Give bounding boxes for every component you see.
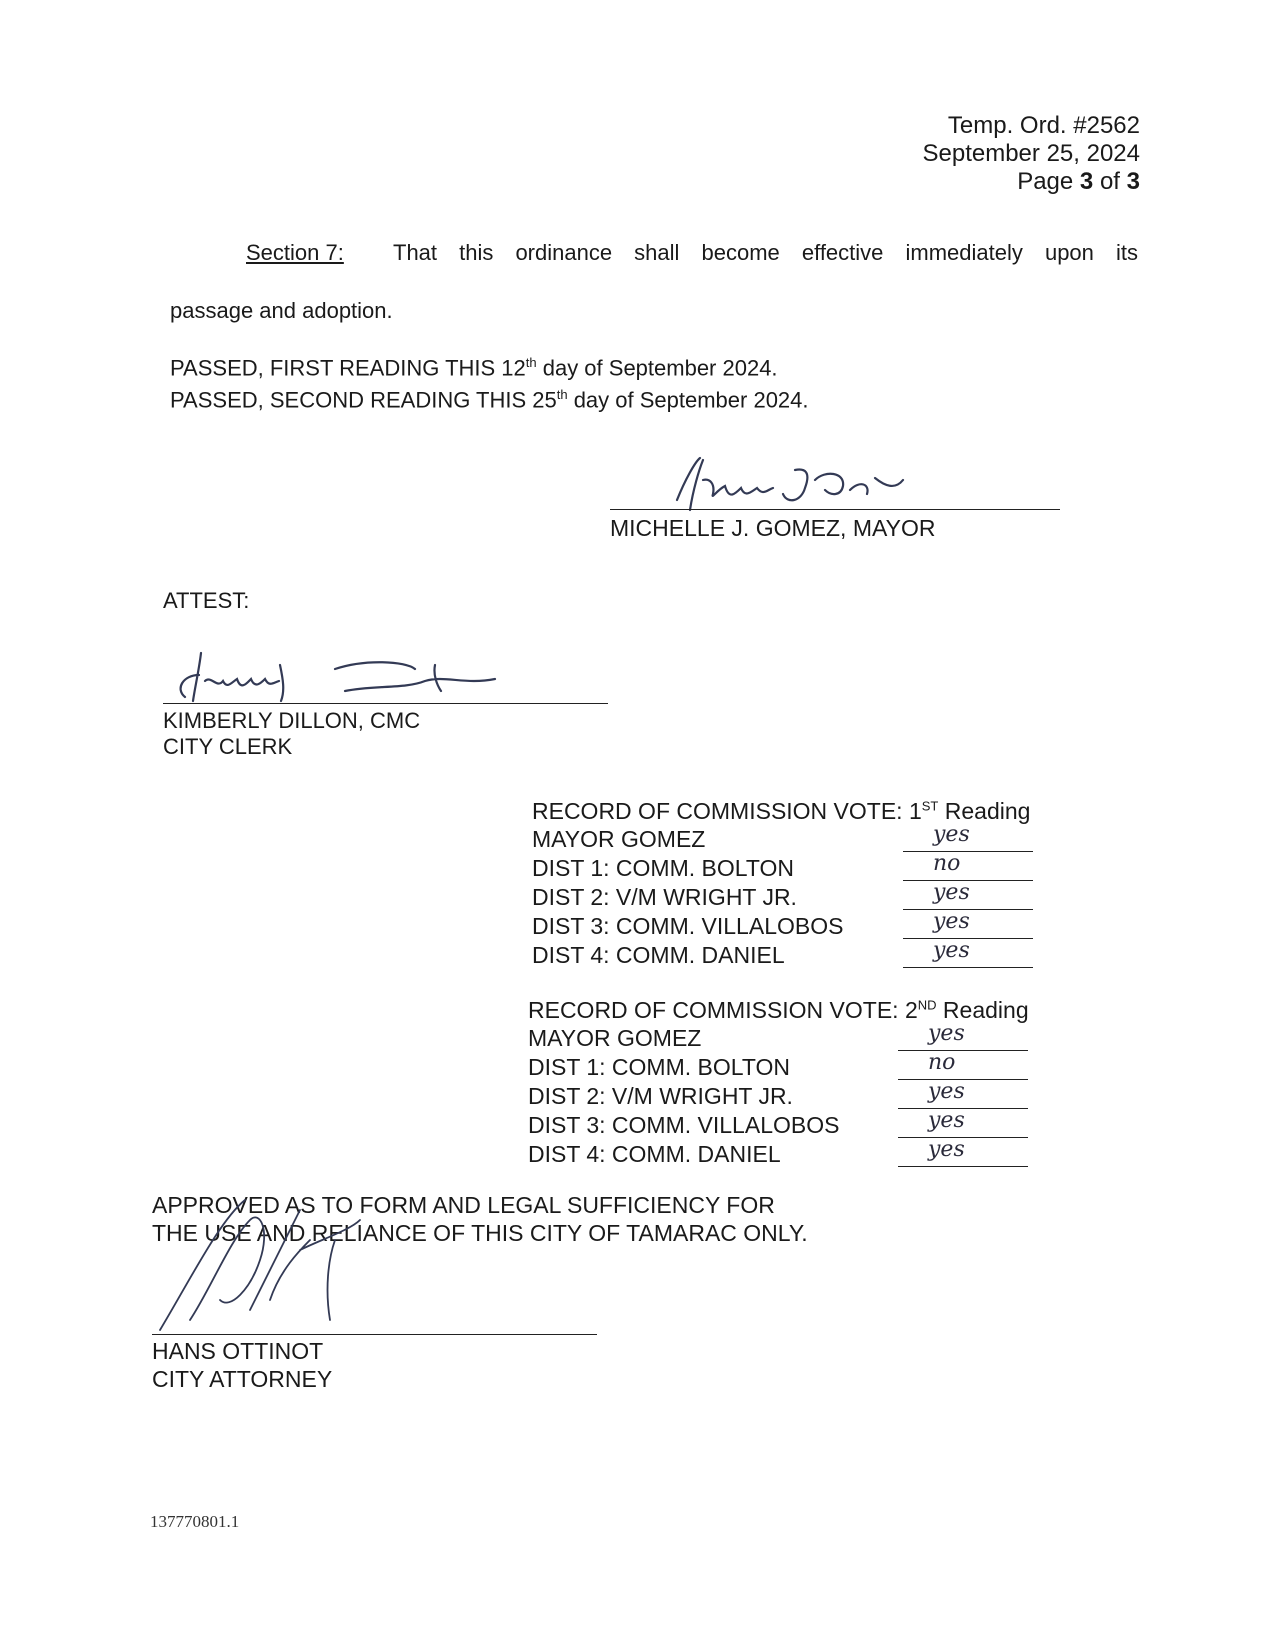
vote-mark: yes [933,938,970,963]
page-indicator [1017,168,1140,196]
vote-member-name: DIST 4: COMM. DANIEL [528,1141,781,1167]
vote-member-name: DIST 4: COMM. DANIEL [532,942,785,968]
vote-member-name: DIST 2: V/M WRIGHT JR. [532,884,797,910]
mayor-name-title: MICHELLE J. GOMEZ, MAYOR [610,515,936,541]
section-text-line1: That this ordinance shall become effective immediately upon its [393,240,1138,265]
vote-mark: yes [933,909,970,934]
vote-mark: yes [928,1021,965,1046]
vote-mark: yes [933,880,970,905]
vote2-heading: RECORD OF COMMISSION VOTE: 2ND Reading [528,997,1029,1023]
mayor-signature-line [610,509,1060,510]
attorney-name: HANS OTTINOT [152,1338,324,1364]
clerk-signature-image [165,645,505,705]
vote-member-name: DIST 1: COMM. BOLTON [528,1054,790,1080]
vote-member-name: DIST 1: COMM. BOLTON [532,855,794,881]
attorney-title: CITY ATTORNEY [152,1366,333,1392]
page-total: 3 [1126,168,1140,195]
attorney-signature-line [152,1334,597,1335]
clerk-name: KIMBERLY DILLON, CMC [163,708,421,733]
attorney-signature-image [150,1180,370,1340]
approval-line1: APPROVED AS TO FORM AND LEGAL SUFFICIENCY FOR [152,1192,775,1218]
second-reading-line: PASSED, SECOND READING THIS 25th day of September 2024. [170,387,809,413]
vote-line [903,967,1033,968]
clerk-signature-line [163,703,608,704]
document-id: 137770801.1 [150,1512,240,1531]
ordinance-date: September 25, 2024 [922,140,1140,167]
vote-mark: no [933,851,961,876]
vote-member-name: DIST 3: COMM. VILLALOBOS [532,913,844,939]
attest-label: ATTEST: [163,588,250,613]
page-prefix: Page [1017,168,1080,195]
section-label: Section 7: [246,240,344,265]
vote-member-name: MAYOR GOMEZ [532,826,706,852]
vote-line [898,1166,1028,1167]
approval-line2: THE USE AND RELIANCE OF THIS CITY OF TAMARAC ONLY. [152,1220,808,1246]
vote-member-name: DIST 2: V/M WRIGHT JR. [528,1083,793,1109]
vote-mark: no [928,1050,956,1075]
vote-member-name: DIST 3: COMM. VILLALOBOS [528,1112,840,1138]
vote-mark: yes [928,1137,965,1162]
first-reading-line: PASSED, FIRST READING THIS 12th day of September 2024. [170,355,778,381]
vote-mark: yes [928,1108,965,1133]
vote-line [898,1050,1028,1051]
vote1-heading: RECORD OF COMMISSION VOTE: 1ST Reading [532,798,1031,824]
page-of: of [1093,168,1127,195]
vote-mark: yes [928,1079,965,1104]
section-text-line2: passage and adoption. [170,298,393,323]
vote-mark: yes [933,822,970,847]
clerk-title: CITY CLERK [163,734,293,759]
page-current: 3 [1079,168,1094,195]
ordinance-number: Temp. Ord. #2562 [947,112,1140,139]
vote-line [903,851,1033,852]
vote-member-name: MAYOR GOMEZ [528,1025,702,1051]
